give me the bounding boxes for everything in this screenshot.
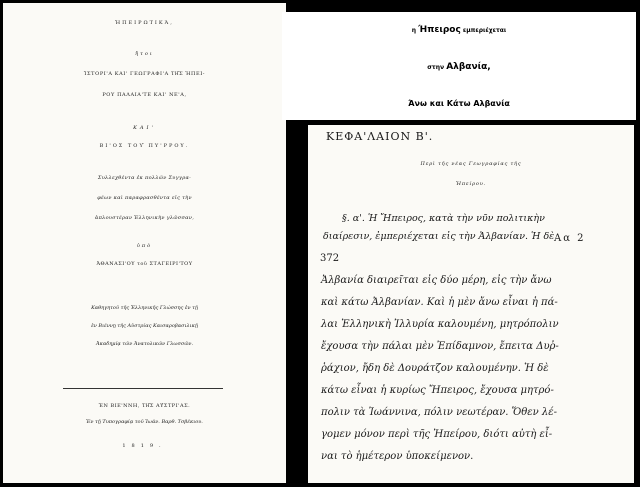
life-of-pyrrhus-line: ΒΙ'ΟΣ ΤΟΥ͂ ΠΥ'ΡΡΟΥ. [99,143,190,149]
author-affiliation-line-3: Ἀκαδημίᾳ τῶν Ἀνατολικῶν Γλωσσῶν. [95,341,194,347]
section-heading-line-1: Περὶ τῆς νέας Γεωγραφίας τῆς [420,161,522,167]
body-line-6: κάτω εἶναι ἡ κυρίως Ἤπειρος, ἔχουσα μητρό- [321,385,554,396]
paragraph-line-1: §. α'. Ἡ Ἤπειρος, κατὰ τὴν νῦν πολιτικὴν [342,213,545,224]
headline-line-1-prefix: η [411,27,419,34]
printer-signature-mark: Αα 2 [554,233,586,244]
headline-epirus: Ήπειρος [418,25,461,35]
body-line-3: λαι Ἑλληνικὴ Ἰλλυρία καλουμένη, μητρόπολιν [321,319,559,330]
title-kai: ΚΑΙ' [133,125,156,131]
headline-line-3: Άνω και Κάτω Αλβανία [408,99,510,108]
body-line-4: ἔχουσα τὴν πάλαι μὲν Ἐπίδαμνον, ἔπειτα Δυῤ- [321,341,559,352]
compiled-line-2: φέων καὶ παραφρασθέντα εἰς τὴν [97,195,192,201]
chapter-page-scan [308,125,634,483]
body-line-1: Ἀλβανία διαιρεῖται εἰς δύο μέρη, εἰς τὴν ἄνω [321,275,552,286]
paragraph-line-2: διαίρεσιν, ἐμπεριέχεται εἰς τὴν Ἀλβανίαν. Ἡ δὲ [323,231,555,242]
page-number: 372 [320,253,340,264]
author-name: ἈΘΑΝΑΣΙ'ΟΥ τοῦ ΣΤΑΓΕΙΡΙ'ΤΟΥ [96,261,193,267]
headline-line-2 [282,49,636,86]
chapter-heading: ΚΕΦΑ'ΛΑΙΟΝ Β'. [326,130,434,143]
title-page-scan [3,3,286,483]
title-page-rule [63,388,223,389]
compiled-line-3: ἁπλουστέραν Ἑλληνικὴν γλῶσσαν, [94,215,195,221]
headline-line-2-prefix: στην [427,64,447,71]
body-line-7: πολιν τὰ Ἰωάννινα, πόλιν νεωτέραν. Ὅθεν λέ- [321,407,558,418]
author-affiliation-line-2: ἐν Βιέννῃ τῆς Αὐστρίας Καισαροβασιλικῇ [91,323,198,329]
body-line-2: καὶ κάτω Ἀλβανίαν. Καὶ ἡ μὲν ἄνω εἶναι ἡ πά- [321,297,558,308]
compiled-line-1: Συλλεχθέντα ἐκ πολλῶν Συγγρα- [97,175,192,181]
headline-box [282,12,636,120]
body-line-8: γομεν μόνον περὶ τῆς Ἠπείρου, διότι αὐτὴ εἶ- [321,429,553,440]
body-line-5: ῥάχιον, ἤδη δὲ Δουράτζον καλουμένην. Ἡ δὲ [321,363,549,374]
headline-line-1-suffix: εμπεριέχεται [460,27,507,34]
printer-line: Ἐν τῇ Τυπογραφίᾳ τοῦ Ἰωάν. Βαρθ. Τσβέκιου. [86,419,203,425]
author-affiliation-line-1: Καθηγητοῦ τῆς Ἑλληνικῆς Γλώσσης ἐν τῇ [91,305,198,311]
title-conjunction: ἤτοι [135,51,154,57]
publication-place: ἘΝ ΒΙΕ'ΝΝΗ, ΤΗ͂Σ ΑΥ̓ΣΤΡΙ'ΑΣ. [98,403,191,409]
body-line-9: ναι τὸ ἡμέτερον ὑποκείμενον. [321,451,474,462]
headline-albania: Αλβανία, [446,62,491,72]
publication-year: 1819. [122,443,167,449]
book-title: ἩΠΕΙΡΩΤΙΚᾺ, [115,20,174,26]
by-word: ὑπὸ [136,243,153,249]
headline-line-1 [282,12,636,49]
section-heading-line-2: Ἠπείρου. [456,181,486,187]
subtitle-line-2: ΡΟΥ ΠΑΛΑΙΑ'ΤΕ ΚΑΙ' ΝΕ'Α, [102,92,187,98]
subtitle-line-1: ἹΣΤΟΡΙ'Α ΚΑΙ' ΓΕΩΓΡΑΦΙ'Α ΤΗ͂Σ ἩΠΕΙ- [83,71,206,77]
